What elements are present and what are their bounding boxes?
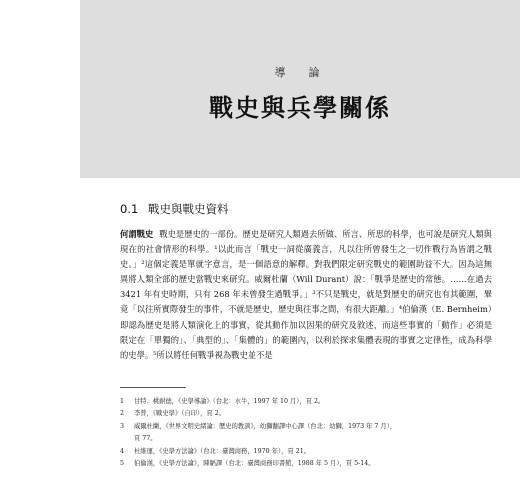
footnote-number: 5 — [120, 460, 125, 468]
paragraph-lead: 何謂戰史 — [120, 229, 154, 239]
section-heading — [120, 201, 480, 217]
footnote-text-block — [134, 421, 492, 446]
footnote-text: 伯倫漢，《史學方法論》，陳韜譯（台北：臺灣商務印書館，1988 年 5 月），頁 5-14。 — [134, 460, 375, 468]
footnote — [120, 408, 492, 420]
footnote-rule — [120, 387, 186, 388]
footnote-number: 2 — [120, 410, 125, 418]
chapter-title: 戰史與兵學關係 — [209, 93, 391, 122]
footnote-text: 威爾杜蘭，《世界文明史緒論：歷史的教訓》，幼獅翻譯中心譯（台北：幼獅，1973 年 7 月）， — [134, 422, 397, 430]
footnote-number: 4 — [120, 447, 125, 455]
section-title: 戰史與戰史資料 — [147, 202, 229, 216]
footnote-number: 3 — [120, 422, 125, 430]
paragraph-text: 戰史是歷史的一部份。歷史是研究人類過去所做、所言、所思的科學，也可說是研究人類與現在的社會情形的科學。¹以此而言「戰史一詞從廣義言，凡以往所曾發生之一切作戰行為皆謂之戰史。」²這個定義是單就字意言，是一個語意的解釋。對我們限定研究戰史的範圍助益不大。因為這無異將人類全部的歷史當戰史來研究。威爾杜蘭（Will Durant）說：「戰爭是歷史的常態。……在過去 3421 年有史時期，只有 268 年未曾發生過戰爭。」³不只是戰史，就是對歷史的研究也有其範圍，畢竟「以往所實際發生的事件，不就是歷史，歷史與往事之間，有很大距離。」⁴伯倫漢（E. Bernheim）即認為歷史是將人類演化上的事實，從其動作加以因果的研究及敘述，而這些事實的「動作」必須是限定在「單獨的」、「典型的」、「集體的」的範圍內，以利於探求集體表現的事實之定律性，成為科學的史學。⁵所以將任何戰爭視為戰史並不是 — [120, 229, 492, 360]
footnote — [120, 458, 492, 470]
footnote — [120, 421, 492, 446]
chapter-kicker: 導 論 — [274, 66, 326, 79]
body-paragraph — [120, 227, 492, 363]
footnote — [120, 446, 492, 458]
footnote-continuation: 頁 77。 — [134, 435, 157, 443]
footnote-text: 甘特．桃耐德，《史學導論》（台北：水牛，1997 年 10 月），頁 2。 — [134, 398, 325, 405]
section-number: 0.1 — [120, 202, 139, 216]
footnote-text: 杜維運，《史學方法論》（台北：臺灣商務，1970 年），頁 21。 — [134, 447, 311, 455]
footnotes — [120, 396, 492, 470]
footnote-number: 1 — [120, 398, 125, 405]
footnote-text: 李普，《戰史學》（自印），頁 2。 — [134, 410, 226, 418]
footnote — [120, 396, 492, 408]
